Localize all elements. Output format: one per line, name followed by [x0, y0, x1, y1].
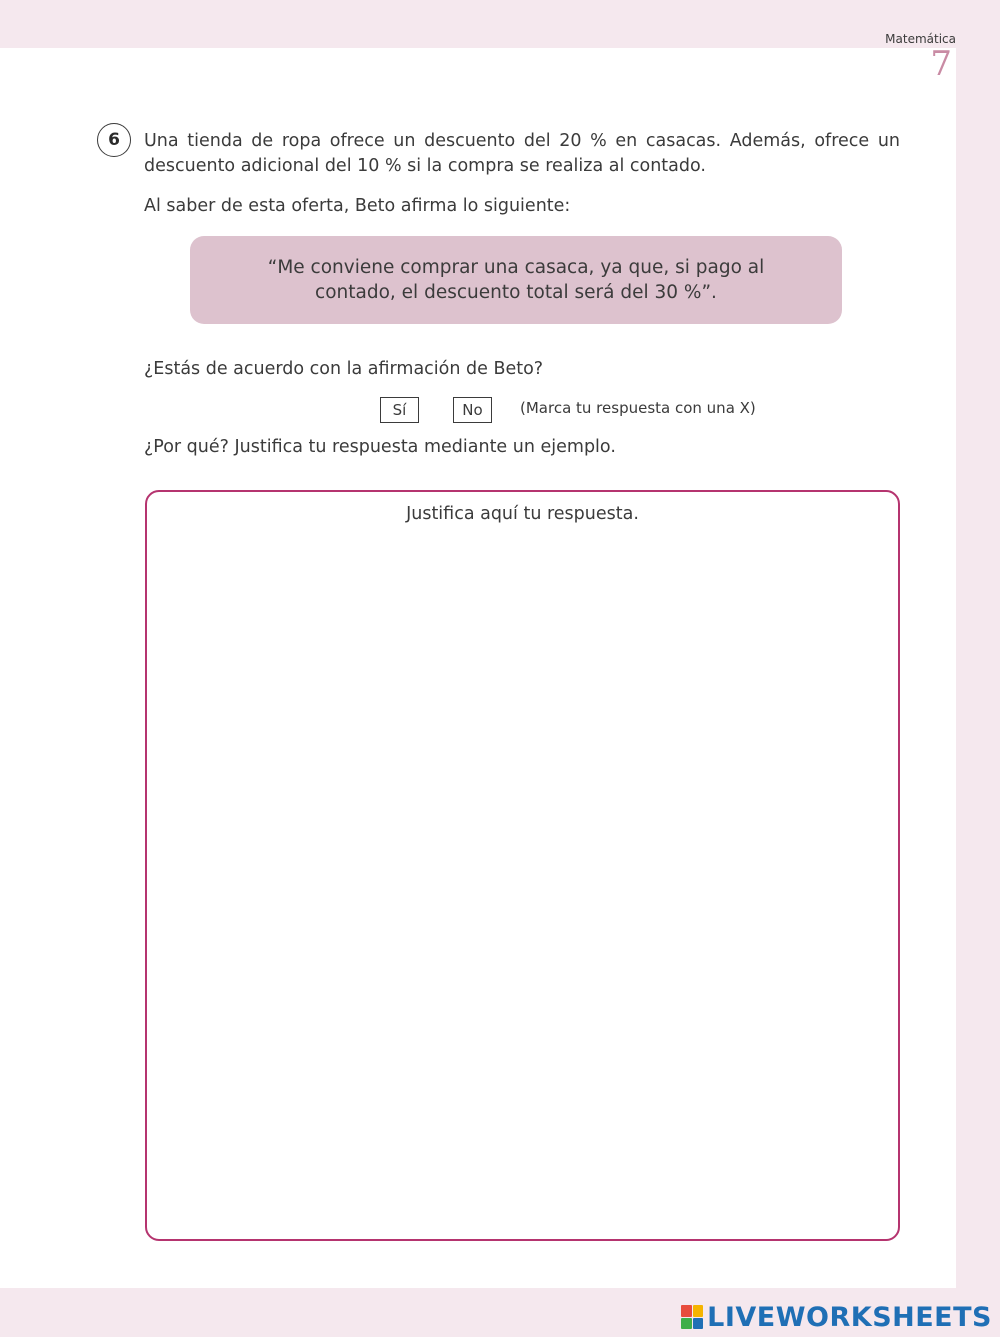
yes-option-box[interactable]: Sí — [380, 397, 419, 423]
subject-label: Matemática — [885, 32, 956, 46]
liveworksheets-logo — [681, 1300, 992, 1334]
no-option-box[interactable]: No — [453, 397, 492, 423]
brand-name: LIVEWORKSHEETS — [707, 1301, 992, 1333]
question-number: 6 — [97, 123, 131, 157]
quote-box — [190, 236, 842, 324]
question-intro: Al saber de esta oferta, Beto afirma lo siguiente: — [144, 196, 571, 216]
answer-placeholder: Justifica aquí tu respuesta. — [406, 504, 639, 524]
answer-hint: (Marca tu respuesta con una X) — [520, 399, 756, 417]
grade-number: 7 — [930, 44, 952, 84]
liveworksheets-icon — [681, 1305, 703, 1329]
question-prompt: ¿Estás de acuerdo con la afirmación de Beto? — [144, 359, 544, 379]
why-prompt: ¿Por qué? Justifica tu respuesta mediante un ejemplo. — [144, 437, 616, 457]
question-statement: Una tienda de ropa ofrece un descuento del 20 % en casacas. Además, ofrece un descuento adicional del 10 % si la compra se realiza al contado. — [144, 131, 900, 176]
quote-text: “Me conviene comprar una casaca, ya que, si pago al contado, el descuento total será del 30 %”. — [267, 257, 765, 303]
answer-textbox[interactable] — [145, 490, 900, 1241]
